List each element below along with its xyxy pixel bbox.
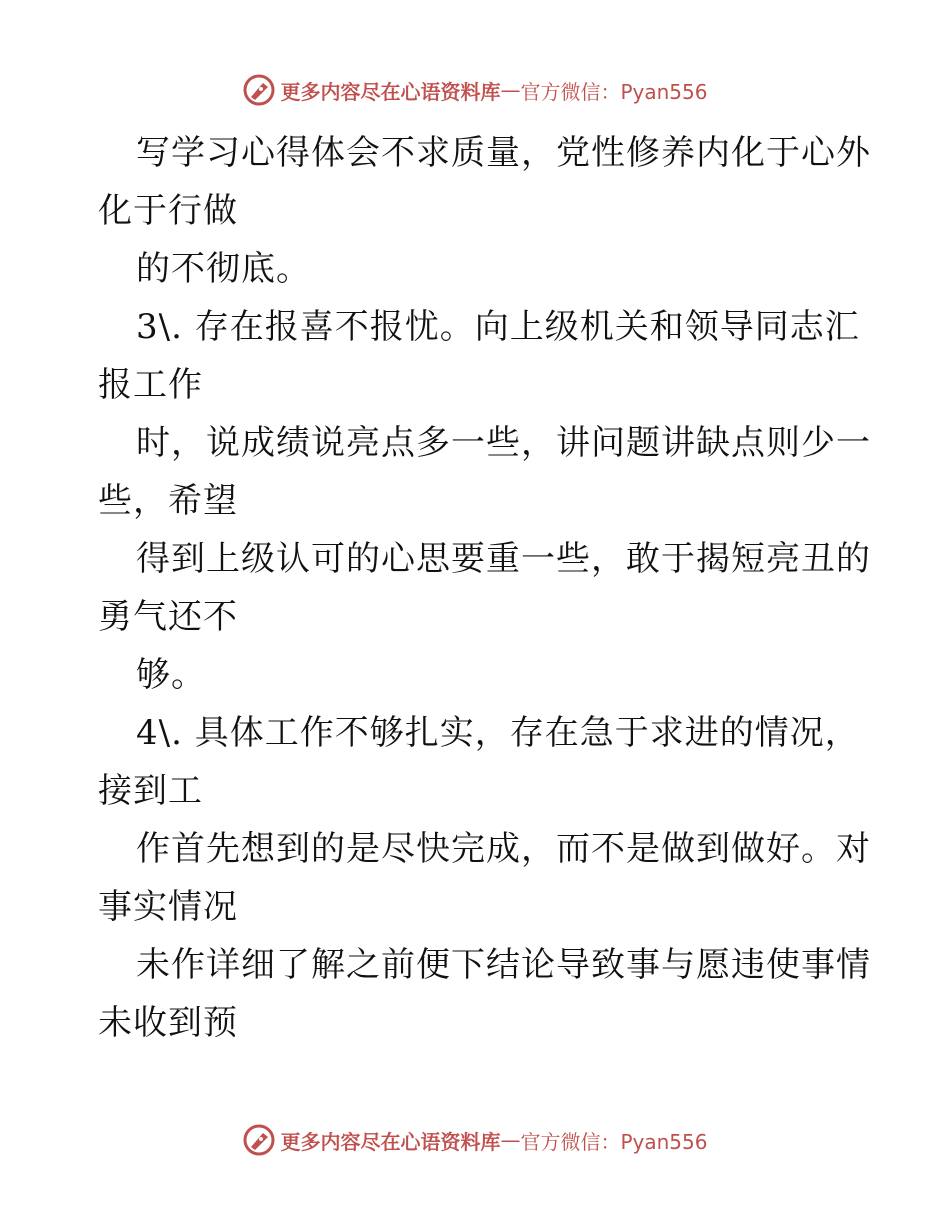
body-line: 些，希望 (98, 481, 238, 521)
body-line: 得到上级认可的心思要重一些，敢于揭短亮丑的 (136, 539, 871, 579)
header-brand-text: 更多内容尽在心语资料库 (280, 79, 501, 104)
body-line: 写学习心得体会不求质量，党性修养内化于心外 (136, 133, 871, 173)
header-banner (0, 70, 950, 110)
body-line: 未作详细了解之前便下结论导致事与愿违使事情 (136, 945, 871, 985)
body-line: 3\. 存在报喜不报忧。向上级机关和领导同志汇 (136, 307, 860, 347)
header-wechat-text: 官方微信：Pyan556 (520, 79, 708, 104)
document-body (98, 124, 871, 1052)
body-line: 作首先想到的是尽快完成，而不是做到做好。对 (136, 829, 871, 869)
pen-nib-logo-icon (242, 1123, 276, 1157)
body-line: 事实情况 (98, 887, 238, 927)
body-line: 4\. 具体工作不够扎实，存在急于求进的情况， (136, 713, 860, 753)
footer-separator: — (500, 1128, 521, 1152)
footer-wechat-text: 官方微信：Pyan556 (520, 1129, 708, 1154)
body-line: 报工作 (98, 365, 203, 405)
body-line: 化于行做 (98, 191, 238, 231)
body-line: 未收到预 (98, 1003, 238, 1043)
body-line: 时，说成绩说亮点多一些，讲问题讲缺点则少一 (136, 423, 871, 463)
header-separator: — (500, 78, 521, 102)
footer-banner (0, 1120, 950, 1160)
body-line: 够。 (136, 655, 206, 695)
pen-nib-logo-icon (242, 73, 276, 107)
body-line: 勇气还不 (98, 597, 238, 637)
body-line: 的不彻底。 (136, 249, 311, 289)
footer-brand-text: 更多内容尽在心语资料库 (280, 1129, 501, 1154)
body-line: 接到工 (98, 771, 203, 811)
